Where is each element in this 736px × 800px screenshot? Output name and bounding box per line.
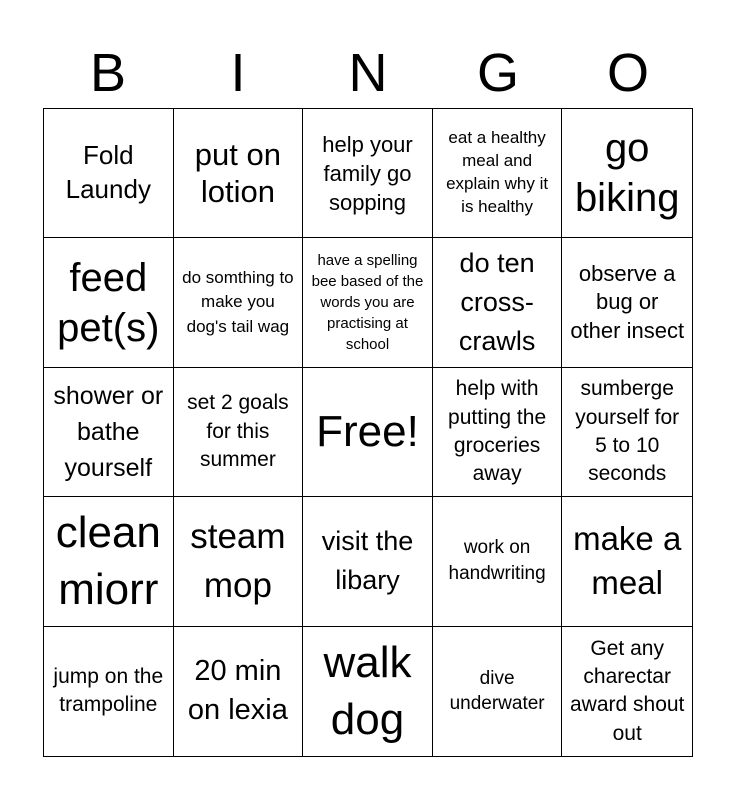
bingo-cell-r3-c2[interactable] (174, 368, 304, 497)
bingo-cell-r4-c3[interactable] (303, 497, 433, 626)
bingo-cell-r1-c5[interactable] (562, 109, 692, 238)
bingo-card-grid (43, 108, 693, 757)
bingo-cell-r3-c4[interactable] (433, 368, 563, 497)
bingo-cell-text: 20 min on lexia (187, 655, 288, 727)
bingo-cell-r1-c1[interactable] (44, 109, 174, 238)
bingo-cell-r3-c1[interactable] (44, 368, 174, 497)
bingo-cell-text: help your family go sopping (322, 131, 413, 215)
bingo-cell-text: make a meal (573, 519, 682, 602)
bingo-cell-r5-c1[interactable] (44, 627, 174, 756)
free-space-label: Free! (316, 406, 419, 456)
bingo-cell-text: put on lotion (194, 137, 281, 210)
bingo-cell-r2-c3[interactable] (303, 238, 433, 367)
bingo-cell-text: steam mop (190, 517, 286, 606)
bingo-cell-r5-c3[interactable] (303, 627, 433, 756)
bingo-cell-text: walk dog (323, 638, 412, 745)
bingo-cell-r3-c5[interactable] (562, 368, 692, 497)
bingo-cell-r4-c4[interactable] (433, 497, 563, 626)
bingo-header (43, 38, 693, 108)
bingo-cell-text: visit the libary (321, 526, 414, 596)
bingo-cell-text: work on handwriting (448, 536, 546, 585)
bingo-cell-r1-c4[interactable] (433, 109, 563, 238)
bingo-cell-r1-c2[interactable] (174, 109, 304, 238)
bingo-cell-text: dive underwater (449, 667, 545, 715)
bingo-cell-text: Get any charectar award shout out (569, 636, 685, 745)
bingo-cell-text: set 2 goals for this summer (187, 391, 289, 472)
bingo-cell-r5-c2[interactable] (174, 627, 304, 756)
bingo-cell-text: Fold Laundy (65, 140, 151, 205)
bingo-cell-text: clean miorr (55, 508, 161, 615)
bingo-cell-text: jump on the trampoline (53, 664, 164, 717)
header-letter-n: N (348, 43, 388, 103)
bingo-cell-text: go biking (574, 126, 680, 221)
header-letter-i: I (230, 43, 246, 103)
bingo-cell-text: do ten cross-crawls (458, 247, 536, 357)
bingo-cell-r2-c5[interactable] (562, 238, 692, 367)
header-letter-b: B (89, 43, 127, 103)
bingo-cell-text: eat a healthy meal and explain why it is healthy (446, 128, 549, 217)
bingo-cell-r2-c4[interactable] (433, 238, 563, 367)
bingo-cell-text: feed pet(s) (57, 255, 160, 350)
bingo-cell-text: have a spelling bee based of the words you are practising at school (311, 252, 424, 354)
bingo-cell-r2-c2[interactable] (174, 238, 304, 367)
bingo-cell-r2-c1[interactable] (44, 238, 174, 367)
bingo-cell-r5-c5[interactable] (562, 627, 692, 756)
bingo-cell-text: observe a bug or other insect (570, 260, 685, 343)
bingo-cell-r4-c2[interactable] (174, 497, 304, 626)
bingo-cell-text: help with putting the groceries away (448, 377, 547, 486)
bingo-cell-r4-c5[interactable] (562, 497, 692, 626)
bingo-cell-r1-c3[interactable] (303, 109, 433, 238)
bingo-cell-r4-c1[interactable] (44, 497, 174, 626)
header-letter-o: O (606, 43, 649, 103)
bingo-cell-free[interactable] (303, 368, 433, 497)
bingo-cell-r5-c4[interactable] (433, 627, 563, 756)
bingo-cell-text: shower or bathe yourself (53, 381, 164, 483)
header-letter-g: G (476, 43, 519, 103)
bingo-cell-text: sumberge yourself for 5 to 10 seconds (575, 377, 680, 486)
bingo-cell-text: do somthing to make you dog's tail wag (182, 267, 294, 336)
